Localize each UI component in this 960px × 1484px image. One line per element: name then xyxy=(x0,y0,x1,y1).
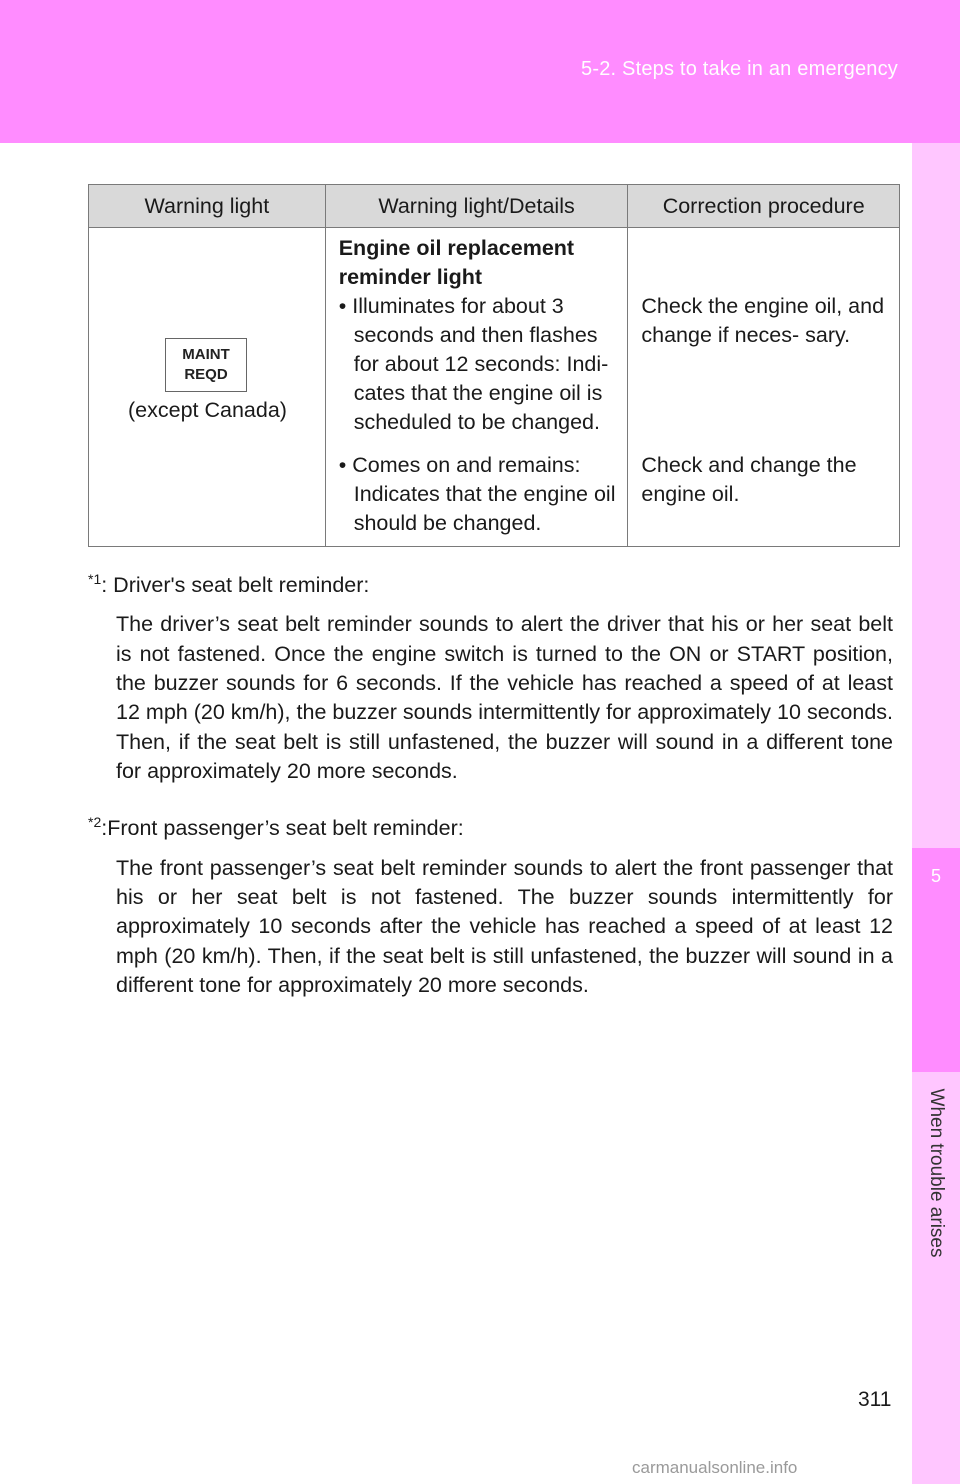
maint-reqd-icon xyxy=(165,338,247,392)
details-title: Engine oil replacement reminder light xyxy=(338,236,575,289)
table-row xyxy=(89,228,900,547)
icon-text-line: MAINT xyxy=(182,346,230,363)
footnote-title: :Front passenger’s seat belt reminder: xyxy=(101,816,464,841)
chapter-label: When trouble arises xyxy=(926,1088,947,1258)
column-header-warning-light: Warning light xyxy=(89,185,326,228)
icon-text-line: REQD xyxy=(184,366,228,383)
column-header-correction: Correction procedure xyxy=(628,185,900,228)
section-title: 5-2. Steps to take in an emergency xyxy=(581,58,898,80)
details-cell xyxy=(325,228,628,547)
footnote-mark: *2 xyxy=(88,814,102,831)
column-header-details: Warning light/Details xyxy=(325,185,628,228)
correction-item: Check and change the engine oil. xyxy=(641,453,857,506)
footnote-heading xyxy=(88,808,893,843)
details-item: • Illuminates for about 3 seconds and then flashes for about 12 seconds: Indi- cates that the engine oil is scheduled to be changed. xyxy=(338,294,609,434)
correction-item: Check the engine oil, and change if neces- sary. xyxy=(641,294,885,347)
watermark: carmanualsonline.info xyxy=(632,1458,798,1477)
icon-caption: (except Canada) xyxy=(128,398,287,422)
footnote xyxy=(88,565,893,786)
warning-light-table xyxy=(88,184,900,547)
correction-cell xyxy=(628,228,900,547)
chapter-number: 5 xyxy=(930,866,941,886)
footnote xyxy=(88,808,893,1000)
footnotes xyxy=(88,565,893,1000)
chapter-side-tab xyxy=(912,143,960,1484)
details-item: • Comes on and remains: Indicates that the engine oil should be changed. xyxy=(338,453,616,535)
footnote-heading xyxy=(88,565,893,600)
page-number: 311 xyxy=(858,1388,892,1411)
footnote-title: : Driver's seat belt reminder: xyxy=(101,573,370,598)
footnote-body: The driver’s seat belt reminder sounds to alert the driver that his or her seat belt is not fastened. Once the engine switch is turned to the ON or START position, the buzzer sounds for 6 seconds. If the vehicle has reached a speed of at least 12 mph (20 km/h), the buzzer sounds intermittently for approximately 10 seconds. Then, if the seat belt is still unfastened, the buzzer will sound in a different tone for approximately 20 more seconds. xyxy=(116,612,893,783)
footnote-mark: *1 xyxy=(88,571,102,587)
footnote-body: The front passenger’s seat belt reminder sounds to alert the front passenger that his or her seat belt is not fastened. The buzzer sounds intermittently for approximately 10 seconds after the vehicle has reached a speed of at least 12 mph (20 km/h). Then, if the seat belt is still unfastened, the buzzer will sound in a different tone for approximately 20 more seconds. xyxy=(116,855,893,997)
page-header xyxy=(0,0,960,143)
warning-light-cell xyxy=(89,228,326,547)
table-header-row xyxy=(89,185,900,228)
